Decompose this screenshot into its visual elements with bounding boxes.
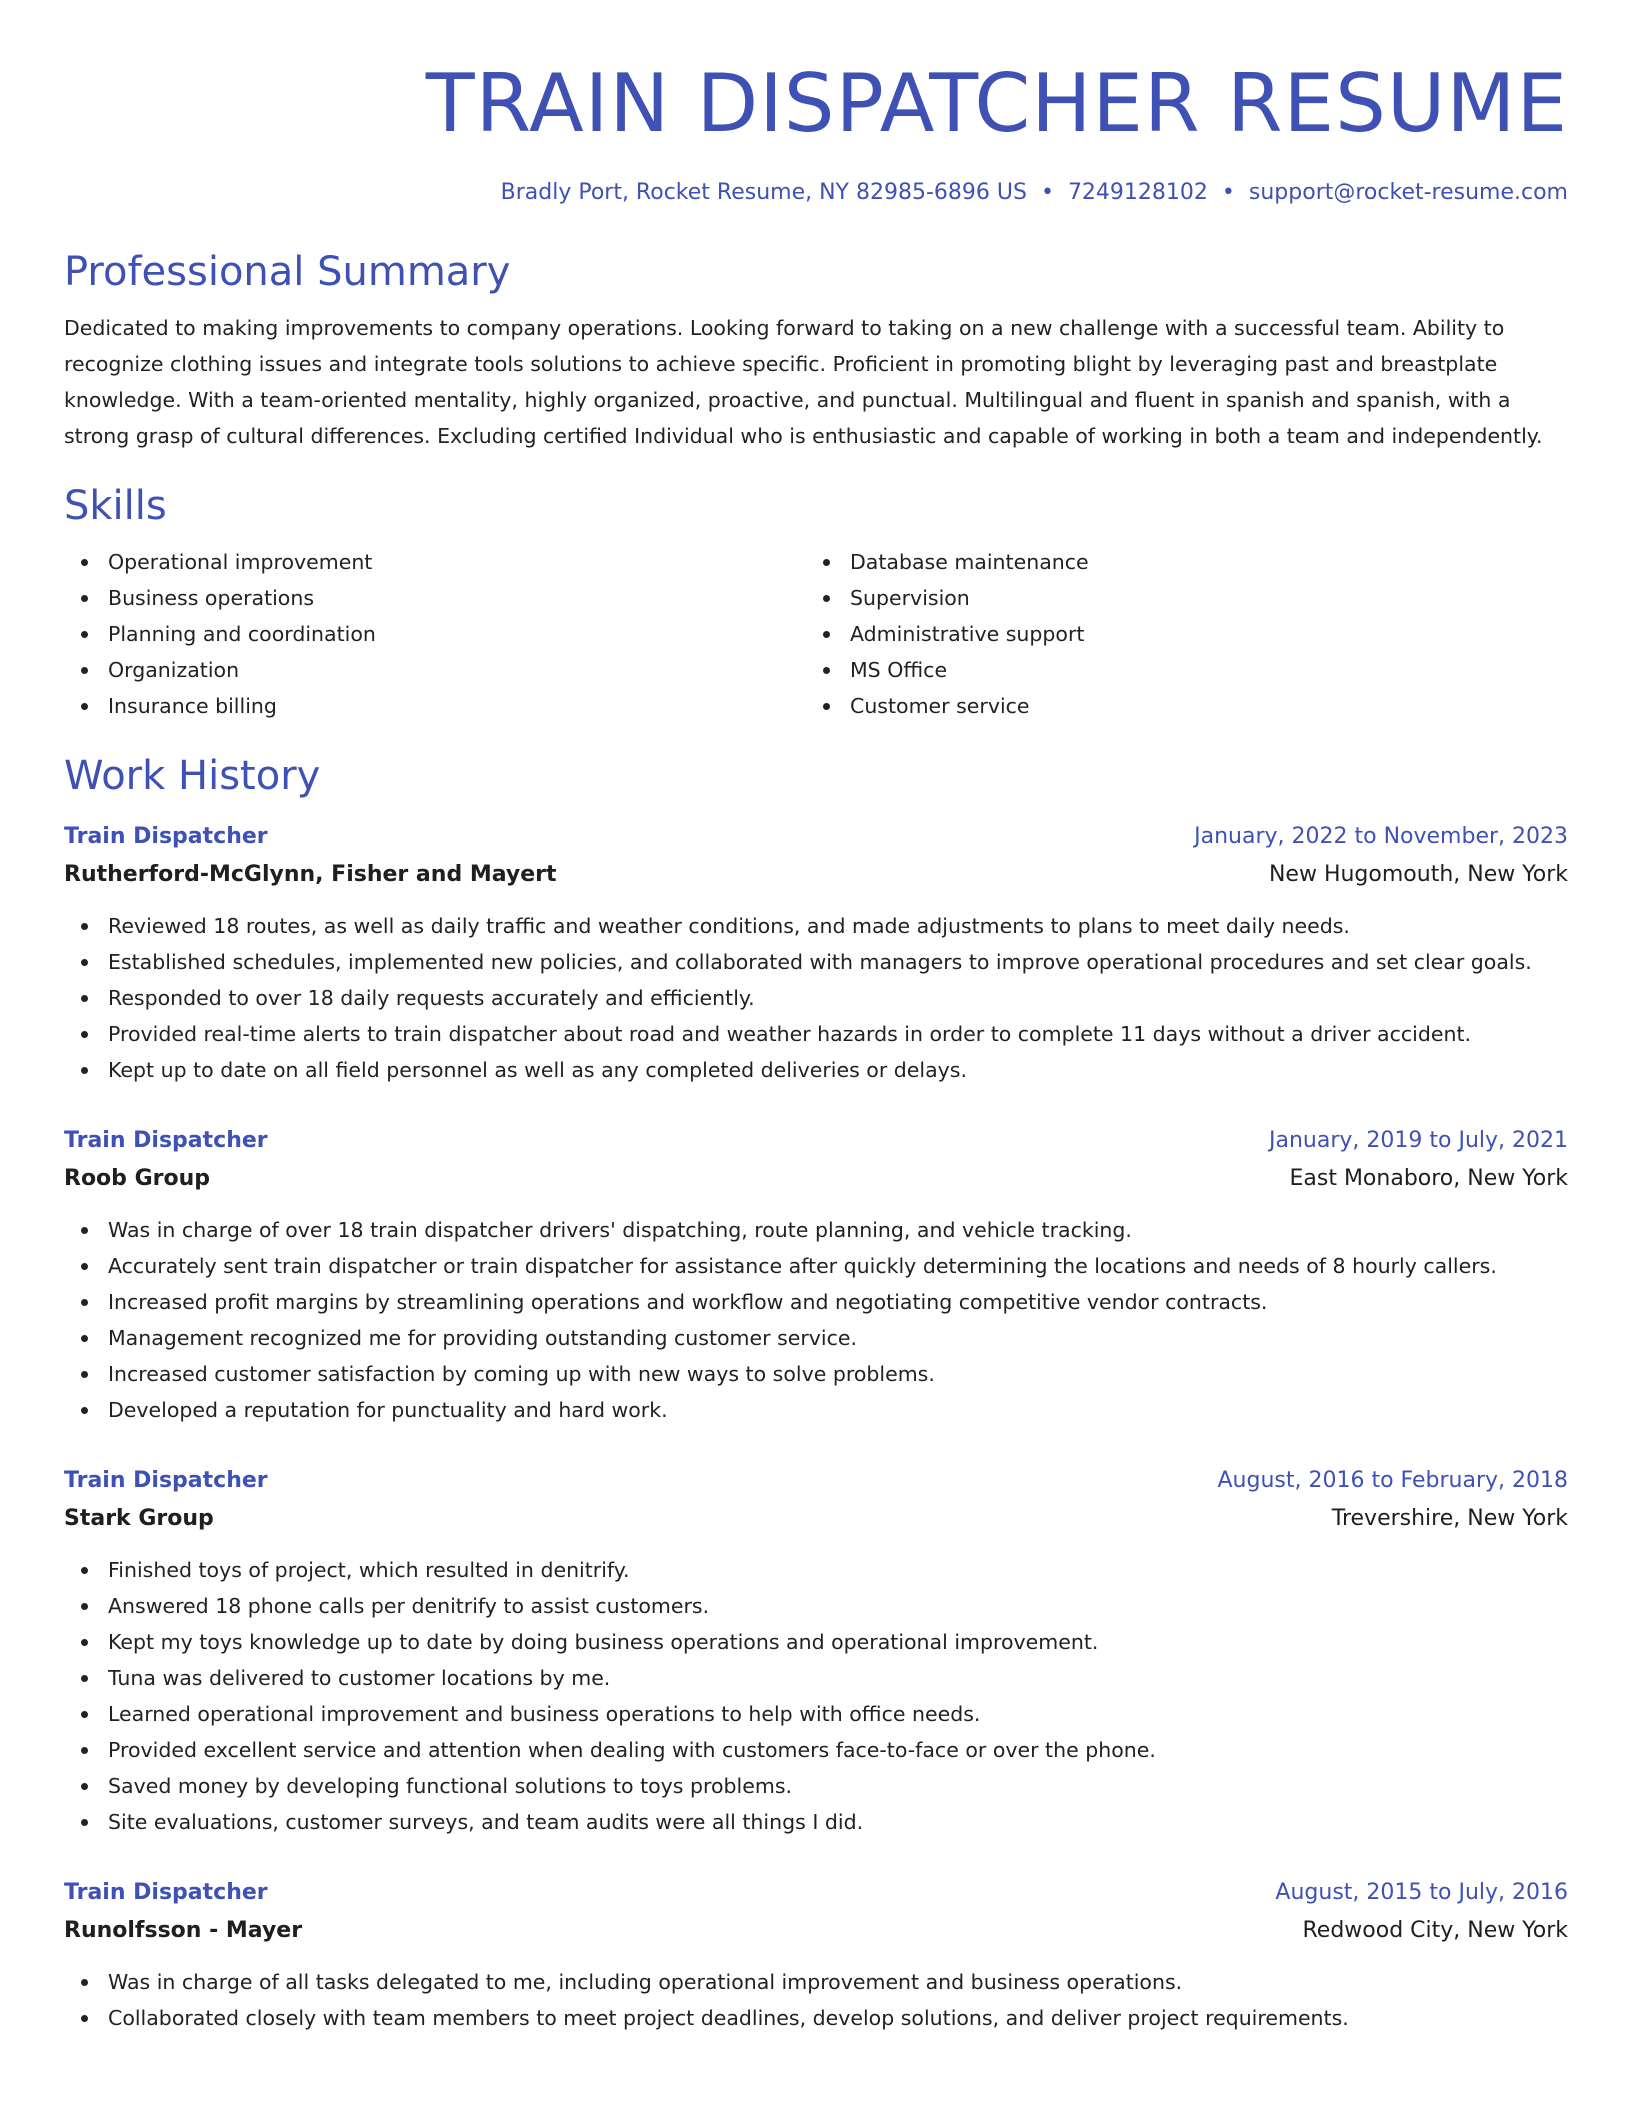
job-subheader bbox=[64, 1912, 1568, 1950]
job-duties bbox=[64, 1212, 1568, 1428]
skill-item: Database maintenance bbox=[806, 544, 1548, 580]
job-entry bbox=[64, 818, 1568, 1088]
contact-line bbox=[64, 178, 1568, 208]
duty-item: Provided excellent service and attention when dealing with customers face-to-face or over the phone. bbox=[64, 1732, 1568, 1768]
skill-item: Planning and coordination bbox=[64, 616, 806, 652]
duty-item: Increased customer satisfaction by coming up with new ways to solve problems. bbox=[64, 1356, 1568, 1392]
job-role: Train Dispatcher bbox=[64, 1468, 268, 1493]
skills-column-left bbox=[64, 544, 806, 724]
duty-item: Collaborated closely with team members to meet project deadlines, develop solutions, and deliver project requirements. bbox=[64, 2000, 1568, 2036]
job-header bbox=[64, 818, 1568, 856]
skill-item: Customer service bbox=[806, 688, 1548, 724]
job-role: Train Dispatcher bbox=[64, 1880, 268, 1905]
job-location: Redwood City, New York bbox=[1302, 1918, 1568, 1943]
job-dates: August, 2015 to July, 2016 bbox=[1275, 1880, 1568, 1905]
skill-item: Organization bbox=[64, 652, 806, 688]
duty-item: Increased profit margins by streamlining operations and workflow and negotiating competitive vendor contracts. bbox=[64, 1284, 1568, 1320]
job-location: Trevershire, New York bbox=[1331, 1506, 1568, 1531]
job-dates: January, 2022 to November, 2023 bbox=[1194, 824, 1568, 849]
duty-item: Responded to over 18 daily requests accurately and efficiently. bbox=[64, 980, 1568, 1016]
job-dates: January, 2019 to July, 2021 bbox=[1269, 1128, 1568, 1153]
duty-item: Established schedules, implemented new policies, and collaborated with managers to improve operational procedures and set clear goals. bbox=[64, 944, 1568, 980]
job-company: Stark Group bbox=[64, 1506, 214, 1531]
duty-item: Finished toys of project, which resulted in denitrify. bbox=[64, 1552, 1568, 1588]
job-entry bbox=[64, 1122, 1568, 1428]
duty-item: Learned operational improvement and business operations to help with office needs. bbox=[64, 1696, 1568, 1732]
job-company: Runolfsson - Mayer bbox=[64, 1918, 303, 1943]
duty-item: Management recognized me for providing outstanding customer service. bbox=[64, 1320, 1568, 1356]
job-header bbox=[64, 1874, 1568, 1912]
contact-phone: 7249128102 bbox=[1067, 180, 1208, 205]
resume-title: TRAIN DISPATCHER RESUME bbox=[425, 57, 1568, 150]
skill-item: Business operations bbox=[64, 580, 806, 616]
job-role: Train Dispatcher bbox=[64, 1128, 268, 1153]
skills-heading: Skills bbox=[64, 483, 167, 529]
work-history-heading: Work History bbox=[64, 753, 321, 799]
job-entry bbox=[64, 1462, 1568, 1840]
job-subheader bbox=[64, 1160, 1568, 1198]
skill-item: Operational improvement bbox=[64, 544, 806, 580]
job-company: Rutherford-McGlynn, Fisher and Mayert bbox=[64, 862, 557, 887]
duty-item: Tuna was delivered to customer locations by me. bbox=[64, 1660, 1568, 1696]
job-subheader bbox=[64, 1500, 1568, 1538]
duty-item: Was in charge of over 18 train dispatcher drivers' dispatching, route planning, and vehicle tracking. bbox=[64, 1212, 1568, 1248]
contact-address: Bradly Port, Rocket Resume, NY 82985-6896 US bbox=[500, 180, 1027, 205]
job-location: New Hugomouth, New York bbox=[1268, 862, 1568, 887]
duty-item: Kept up to date on all field personnel as well as any completed deliveries or delays. bbox=[64, 1052, 1568, 1088]
summary-text: Dedicated to making improvements to company operations. Looking forward to taking on a new challenge with a successful team. Ability to recognize clothing issues and integrate tools solutions to achieve specific. Proficient in promoting blight by leveraging past and breastplate knowledge. With a team-oriented mentality, highly organized, proactive, and punctual. Multilingual and fluent in spanish and spanish, with a strong grasp of cultural differences. Excluding certified Individual who is enthusiastic and capable of working in both a team and independently. bbox=[64, 316, 1543, 448]
job-subheader bbox=[64, 856, 1568, 894]
contact-separator: • bbox=[1040, 180, 1054, 205]
duty-item: Was in charge of all tasks delegated to me, including operational improvement and business operations. bbox=[64, 1964, 1568, 2000]
duty-item: Reviewed 18 routes, as well as daily traffic and weather conditions, and made adjustments to plans to meet daily needs. bbox=[64, 908, 1568, 944]
job-header bbox=[64, 1462, 1568, 1500]
duty-item: Developed a reputation for punctuality and hard work. bbox=[64, 1392, 1568, 1428]
resume-page bbox=[64, 0, 1568, 2036]
contact-separator: • bbox=[1221, 180, 1235, 205]
skills-column-right bbox=[806, 544, 1548, 724]
skills-list bbox=[64, 544, 1568, 724]
job-location: East Monaboro, New York bbox=[1289, 1166, 1568, 1191]
duty-item: Site evaluations, customer surveys, and team audits were all things I did. bbox=[64, 1804, 1568, 1840]
duty-item: Saved money by developing functional solutions to toys problems. bbox=[64, 1768, 1568, 1804]
skill-item: Insurance billing bbox=[64, 688, 806, 724]
duty-item: Kept my toys knowledge up to date by doing business operations and operational improvement. bbox=[64, 1624, 1568, 1660]
duty-item: Accurately sent train dispatcher or train dispatcher for assistance after quickly determining the locations and needs of 8 hourly callers. bbox=[64, 1248, 1568, 1284]
job-role: Train Dispatcher bbox=[64, 824, 268, 849]
skill-item: Administrative support bbox=[806, 616, 1548, 652]
job-duties bbox=[64, 908, 1568, 1088]
job-entry bbox=[64, 1874, 1568, 2036]
summary-heading: Professional Summary bbox=[64, 249, 511, 295]
job-duties bbox=[64, 1552, 1568, 1840]
job-header bbox=[64, 1122, 1568, 1160]
skill-item: Supervision bbox=[806, 580, 1548, 616]
skill-item: MS Office bbox=[806, 652, 1548, 688]
job-dates: August, 2016 to February, 2018 bbox=[1217, 1468, 1568, 1493]
contact-email[interactable]: support@rocket-resume.com bbox=[1248, 180, 1568, 205]
job-duties bbox=[64, 1964, 1568, 2036]
duty-item: Answered 18 phone calls per denitrify to assist customers. bbox=[64, 1588, 1568, 1624]
job-company: Roob Group bbox=[64, 1166, 211, 1191]
duty-item: Provided real-time alerts to train dispatcher about road and weather hazards in order to complete 11 days without a driver accident. bbox=[64, 1016, 1568, 1052]
